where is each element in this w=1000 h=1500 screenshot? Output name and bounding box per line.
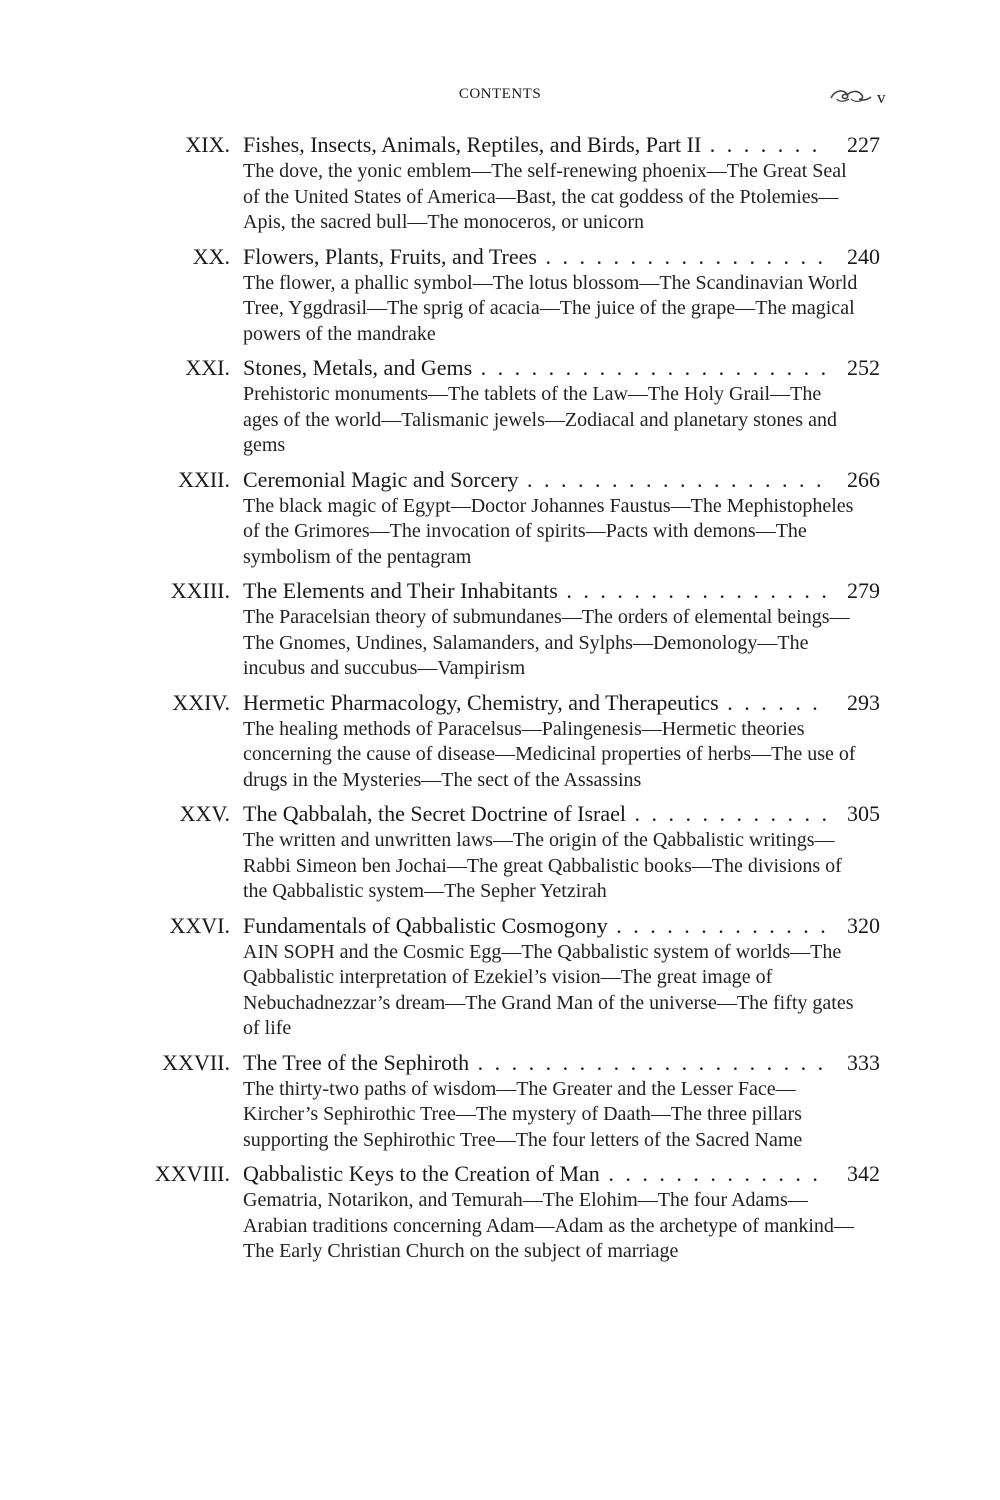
chapter-page: 252: [847, 355, 880, 380]
chapter-description: The dove, the yonic emblem—The self-renewing phoenix—The Great Seal of the United States of America—Bast, the cat goddess of the Ptolemies—Apis, the sacred bull—The monoceros, or unicorn: [243, 160, 847, 233]
toc-entry: [0, 1160, 1000, 1265]
toc-entry-heading: [0, 131, 1000, 159]
toc-entry: [0, 1049, 1000, 1154]
toc-entry: [0, 243, 1000, 348]
running-header: [0, 84, 1000, 108]
chapter-title: Qabbalistic Keys to the Creation of Man . . .: [243, 1160, 826, 1188]
chapter-number: XXVII.: [162, 1049, 230, 1075]
toc-entry-heading: [0, 1049, 1000, 1077]
toc-entry: [0, 912, 1000, 1042]
page-number: v: [877, 88, 886, 107]
chapter-description: The flower, a phallic symbol—The lotus blossom—The Scandinavian World Tree, Yggdrasil—The sprig of acacia—The juice of the grape—The magical powers of the mandrake: [243, 271, 858, 345]
toc-entry-heading: [0, 912, 1000, 940]
chapter-description: Prehistoric monuments—The tablets of the Law—The Holy Grail—The ages of the world—Talismanic jewels—Zodiacal and planetary stones and gems: [243, 383, 837, 456]
chapter-title: Flowers, Plants, Fruits, and Trees . . .: [243, 243, 826, 271]
chapter-title: Fishes, Insects, Animals, Reptiles, and Birds, Part II . . .: [243, 131, 826, 159]
chapter-description: The written and unwritten laws—The origin of the Qabbalistic writings—Rabbi Simeon ben Jochai—The great Qabbalistic books—The divisions of the Qabbalistic system—The Sepher Yetzirah: [243, 829, 842, 902]
chapter-number: XXVIII.: [154, 1161, 230, 1186]
running-title: CONTENTS: [458, 86, 542, 102]
chapter-number: XIX.: [185, 132, 230, 157]
chapter-page: 266: [847, 466, 880, 492]
chapter-description: The black magic of Egypt—Doctor Johannes Faustus—The Mephistopheles of the Grimores—The invocation of spirits—Pacts with demons—The symbolism of the pentagram: [243, 494, 854, 568]
chapter-page: 305: [847, 801, 880, 826]
chapter-title: The Qabbalah, the Secret Doctrine of Israel . . .: [243, 800, 826, 828]
flourish-icon: [829, 86, 873, 104]
chapter-title: The Elements and Their Inhabitants . . .: [243, 577, 826, 605]
chapter-page: 293: [847, 689, 880, 715]
toc-entry-heading: [0, 1160, 1000, 1188]
toc-entry: [0, 466, 1000, 571]
chapter-number: XXIV.: [172, 689, 230, 715]
chapter-title: The Tree of the Sephiroth . . .: [243, 1049, 826, 1077]
chapter-title: Fundamentals of Qabbalistic Cosmogony . . .: [243, 912, 826, 940]
toc-entry-heading: [0, 354, 1000, 382]
chapter-number: XXV.: [179, 801, 230, 826]
toc-entry: [0, 800, 1000, 905]
chapter-number: XXI.: [185, 355, 230, 380]
toc-entry-heading: [0, 577, 1000, 605]
chapter-number: XXII.: [178, 466, 230, 492]
chapter-page: 342: [847, 1161, 880, 1186]
toc-entry: [0, 131, 1000, 236]
chapter-page: 333: [847, 1049, 880, 1075]
table-of-contents: [0, 131, 1000, 1272]
chapter-description: The healing methods of Paracelsus—Palingenesis—Hermetic theories concerning the cause of disease—Medicinal properties of herbs—The use of drugs in the Mysteries—The sect of the Assassins: [243, 717, 856, 791]
chapter-description: Gematria, Notarikon, and Temurah—The Elohim—The four Adams—Arabian traditions concerning Adam—Adam as the archetype of mankind—The Early Christian Church on the subject of marriage: [243, 1189, 854, 1262]
chapter-title: Hermetic Pharmacology, Chemistry, and Therapeutics . . .: [243, 689, 826, 717]
toc-entry-heading: [0, 800, 1000, 828]
toc-entry-heading: [0, 466, 1000, 494]
toc-entry-heading: [0, 689, 1000, 717]
chapter-number: XXVI.: [169, 912, 230, 938]
chapter-number: XXIII.: [170, 578, 230, 603]
toc-entry-heading: [0, 243, 1000, 271]
chapter-title: Ceremonial Magic and Sorcery . . .: [243, 466, 826, 494]
chapter-page: 320: [847, 912, 880, 938]
toc-entry: [0, 689, 1000, 794]
chapter-description: AIN SOPH and the Cosmic Egg—The Qabbalistic system of worlds—The Qabbalistic interpretation of Ezekiel’s vision—The great image of Nebuchadnezzar’s dream—The Grand Man of the universe—The fifty gates of life: [243, 940, 854, 1039]
chapter-page: 279: [847, 578, 880, 603]
chapter-title: Stones, Metals, and Gems . . .: [243, 354, 826, 382]
chapter-page: 227: [847, 132, 880, 157]
toc-entry: [0, 577, 1000, 682]
chapter-page: 240: [847, 243, 880, 269]
chapter-description: The thirty-two paths of wisdom—The Greater and the Lesser Face—Kircher’s Sephirothic Tree—The mystery of Daath—The three pillars supporting the Sephirothic Tree—The four letters of the Sacred Name: [243, 1077, 803, 1151]
chapter-description: The Paracelsian theory of submundanes—The orders of elemental beings—The Gnomes, Undines, Salamanders, and Sylphs—Demonology—The incubus and succubus—Vampirism: [243, 606, 850, 679]
chapter-number: XX.: [192, 243, 230, 269]
toc-entry: [0, 354, 1000, 459]
